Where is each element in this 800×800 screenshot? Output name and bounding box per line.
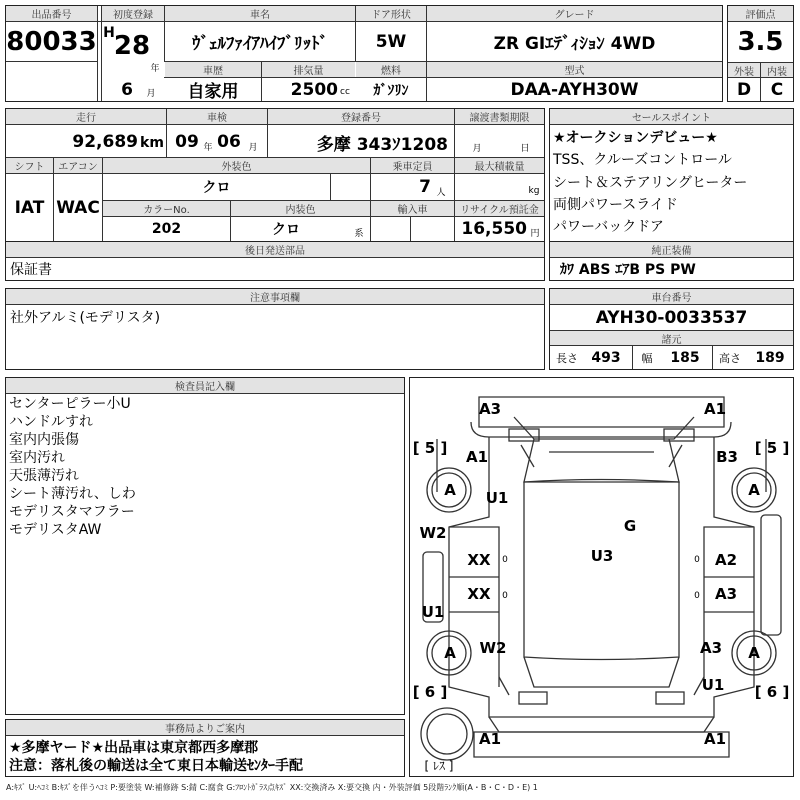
air-conditioner: WAC [56, 197, 100, 218]
deadline-month-unit: 月 [472, 143, 482, 154]
sales-points-label: セールスポイント [550, 109, 793, 124]
score: 3.5 [737, 27, 784, 57]
car-name: ｳﾞｪﾙﾌｧｲｱﾊｲﾌﾞﾘｯﾄﾞ [192, 34, 328, 54]
height-label: 高さ [719, 352, 741, 365]
chassis-label: 車台番号 [550, 289, 793, 304]
ext-grade: D [736, 79, 752, 100]
diagram-mark: A3 [478, 400, 502, 418]
height-value: 189 [755, 350, 785, 366]
width-value: 185 [670, 350, 700, 366]
later-parts-value: 保証書 [10, 262, 52, 278]
diagram-mark: XX [467, 585, 491, 603]
inspector-line: 室内内張傷 [9, 432, 79, 448]
first-reg-year: 28 [113, 31, 151, 61]
inspector-line: 天張薄汚れ [9, 468, 79, 484]
sales-point-item: TSS、クルーズコントロール [553, 152, 732, 168]
dims-label: 諸元 [550, 331, 793, 345]
mileage-unit: km [140, 135, 164, 151]
door-type: 5W [375, 31, 407, 52]
int-grade: C [770, 79, 784, 100]
car-name-label: 車名 [165, 6, 355, 21]
inspector-label: 検査員記入欄 [6, 378, 404, 393]
deadline-label: 譲渡書類期限 [455, 109, 544, 124]
diagram-mark: [ 6 ] [754, 683, 790, 701]
diagram-zero: 0 [694, 591, 700, 601]
diagram-mark: A1 [703, 400, 727, 418]
diagram-mark: U1 [701, 676, 725, 694]
deadline-day-unit: 日 [520, 143, 530, 154]
score-label: 評価点 [728, 6, 793, 21]
inspector-line: ハンドルすれ [9, 414, 93, 430]
inspection-year: 09 [175, 132, 199, 152]
diagram-zero: 0 [502, 591, 508, 601]
inspection-month-unit: 月 [248, 142, 258, 153]
width-label: 幅 [641, 352, 653, 365]
displacement-label: 排気量 [262, 62, 355, 77]
ext-label: 外装 [728, 63, 760, 77]
diagram-mark: W2 [419, 524, 447, 542]
lot-number: 80033 [6, 26, 97, 57]
diagram-mark: [ 5 ] [754, 439, 790, 457]
mileage: 92,689 [72, 132, 138, 152]
fuel: ｶﾞｿﾘﾝ [373, 82, 409, 99]
inspector-line: センターピラー小U [9, 396, 131, 412]
month-unit: 月 [146, 88, 156, 99]
spare-tire-mark: [ ﾚｽ ] [424, 758, 454, 773]
sales-point-item: シート＆ステアリングヒーター [553, 175, 748, 191]
legend: A:ｷｽﾞ U:ﾍｺﾐ B:ｷｽﾞを伴うﾍｺﾐ P:要塗装 W:補修跡 S:錆 C:腐食 G:ﾌﾛﾝﾄｶﾞﾗｽ点ｷｽﾞ XX:交換済み X:要交換 内・外装評価 5段階ﾗﾝｸ順(A・B・C・D・E) 1 [6, 783, 538, 792]
chassis-number: AYH30-0033537 [595, 307, 748, 328]
plate-label: 登録番号 [268, 109, 454, 124]
diagram-mark: A2 [714, 551, 738, 569]
first-reg-month: 6 [121, 80, 133, 100]
length-label: 長さ [556, 352, 578, 365]
fuel-label: 燃料 [356, 62, 426, 77]
sales-point-item: パワーバックドア [553, 219, 664, 235]
office-line-1: ★多摩ヤード★出品車は東京都西多摩郡 [9, 740, 259, 756]
shift-label: シフト [6, 158, 53, 173]
year-unit: 年 [150, 63, 160, 74]
diagram-mark: A [444, 481, 456, 499]
recycle-label: リサイクル預託金 [455, 201, 544, 216]
diagram-mark: A1 [478, 730, 502, 748]
inspector-line: 室内汚れ [9, 450, 65, 466]
interior-color-unit: 系 [354, 228, 364, 239]
diagram-mark: A3 [714, 585, 738, 603]
diagram-mark: G [623, 517, 637, 535]
grade-label: グレード [427, 6, 722, 21]
era: H [103, 25, 115, 41]
door-label: ドア形状 [356, 6, 426, 21]
diagram-mark: XX [467, 551, 491, 569]
color-no-label: カラーNo. [103, 201, 230, 216]
displacement: 2500 [290, 79, 338, 100]
first-reg-label: 初度登録 [102, 6, 164, 21]
recycle-unit: 円 [530, 228, 540, 239]
office-line-2: 注意：落札後の輸送は全て東日本輸送ｾﾝﾀｰ手配 [9, 758, 303, 774]
inspector-line: モデリスタマフラー [9, 504, 135, 520]
import-label: 輸入車 [371, 201, 454, 216]
sales-point-item: 両側パワースライド [553, 197, 678, 213]
inspection-year-unit: 年 [203, 142, 213, 153]
later-parts-label: 後日発送部品 [6, 242, 544, 257]
capacity: 7 [419, 177, 431, 197]
mileage-label: 走行 [6, 109, 166, 124]
equipment-value: ｶﾜ ABS ｴｱB PS PW [560, 262, 696, 278]
color-number: 202 [151, 221, 182, 237]
shift: IAT [14, 197, 45, 218]
exterior-color: クロ [202, 180, 231, 196]
load-unit: kg [528, 186, 540, 196]
sales-point-item: ★オークションデビュー★ [553, 130, 718, 146]
diagram-mark: U1 [421, 603, 445, 621]
diagram-mark: U1 [485, 489, 509, 507]
inspector-line: シート薄汚れ、しわ [9, 486, 136, 502]
model-label: 型式 [427, 62, 722, 77]
plate-number: 多摩 343ｿ1208 [316, 134, 448, 155]
inspector-line: モデリスタAW [9, 522, 102, 538]
history-label: 車歴 [165, 62, 261, 77]
load-label: 最大積載量 [455, 158, 544, 173]
capacity-label: 乗車定員 [371, 158, 454, 173]
diagram-zero: 0 [694, 555, 700, 565]
office-label: 事務局よりご案内 [6, 720, 404, 735]
diagram-mark: A [748, 644, 760, 662]
notes-value: 社外アルミ(モデリスタ) [10, 310, 161, 326]
length-value: 493 [591, 350, 621, 366]
capacity-unit: 人 [436, 187, 446, 198]
recycle-fee: 16,550 [461, 219, 527, 239]
lot-label: 出品番号 [6, 6, 97, 21]
int-color-label: 内装色 [231, 201, 370, 216]
ac-label: エアコン [54, 158, 102, 173]
notes-label: 注意事項欄 [6, 289, 544, 304]
color-label: 外装色 [103, 158, 370, 173]
diagram-zero: 0 [502, 555, 508, 565]
diagram-mark: A [748, 481, 760, 499]
inspection-month: 06 [217, 132, 241, 152]
diagram-mark: A1 [703, 730, 727, 748]
diagram-mark: A [444, 644, 456, 662]
displacement-unit: cc [340, 87, 350, 97]
int-label: 内装 [761, 63, 793, 77]
model: DAA-AYH30W [510, 79, 639, 100]
diagram-mark: A3 [699, 639, 723, 657]
diagram-mark: U3 [590, 547, 614, 565]
diagram-mark: A1 [465, 448, 489, 466]
car-outline-svg [409, 377, 794, 777]
diagram-mark: B3 [716, 448, 738, 466]
interior-color: クロ [272, 222, 300, 238]
grade: ZR GIｴﾃﾞｨｼｮﾝ 4WD [493, 34, 656, 54]
diagram-mark: [ 6 ] [412, 683, 448, 701]
inspection-label: 車検 [167, 109, 267, 124]
diagram-mark: W2 [479, 639, 507, 657]
equipment-label: 純正装備 [550, 242, 793, 257]
diagram-mark: [ 5 ] [412, 439, 448, 457]
history: 自家用 [187, 82, 239, 101]
